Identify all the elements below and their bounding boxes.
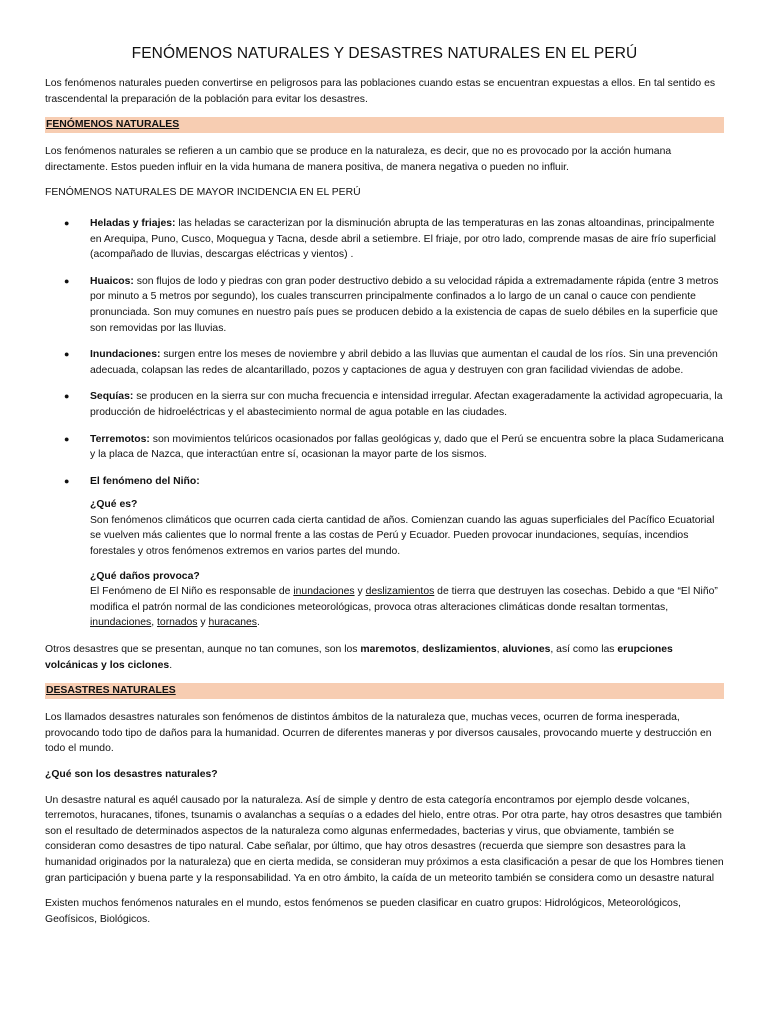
fenomenos-subheading: FENÓMENOS NATURALES DE MAYOR INCIDENCIA EN EL PERÚ (45, 187, 361, 199)
list-item-terremotos (45, 432, 724, 463)
nino-answer-2-text: El Fenómeno de El Niño es responsable de (90, 586, 294, 598)
item-text: las heladas se caracterizan por la disminución abrupta de las temperaturas en las zonas altoandinas, principalmente en Arequipa, Puno, Cusco, Moquegua y Tacna, desde abril a setiembre. El friaje, por otro lado, comprende masas de aire frío superficial (acompañado de lluvias, descargas eléctricas y vientos) . (90, 217, 716, 261)
nino-question-1: ¿Qué es? (90, 499, 138, 511)
desastres-question: ¿Qué son los desastres naturales? (45, 769, 218, 780)
desastres-paragraph-2: Un desastre natural es aquél causado por la naturaleza. Así de simple y dentro de esta categoría encontramos por ejemplo desde volcanes, terremotos, huracanes, tifones, tsunamis o avalanchas a sequías o a edades del hielo, entre otras. Por otra parte, hay otros desastres que también son el resultado de determinados aspectos de la naturaleza como algunas enfermedades, bacterias y virus, que obviamente, también se consideran como desastres de tipo natural. Cabe señalar, por último, que hay otros desastres (recuerda que siempre son desastres para la humanidad originados por la naturaleza) que en cierta medida, se consideran muy próximos a esta clasificación a pesar de que los Hombres tienen gran participación y buena parte y la responsabilidad. Ya en otro ámbito, la caída de un meteorito también se considera como un desastre natural (45, 794, 724, 884)
section-heading-desastres: DESASTRES NATURALES (45, 683, 724, 699)
fenomenos-definition: Los fenómenos naturales se refieren a un cambio que se produce en la naturaleza, es decir, que no es provocado por la acción humana directamente. Estos pueden influir en la vida humana de manera positiva, de manera negativa o pueden no influir. (45, 146, 672, 173)
link-huracanes[interactable]: huracanes (208, 617, 257, 629)
item-text: surgen entre los meses de noviembre y abril debido a las lluvias que aumentan el caudal de los ríos. Sin una prevención adecuada, colapsan las redes de alcantarillado, pozos y captaciones de agua y destruyen con gran facilidad viviendas de adobe. (90, 349, 718, 376)
section-heading-fenomenos: FENÓMENOS NATURALES (45, 117, 724, 133)
nino-danos (90, 569, 724, 631)
item-term: El fenómeno del Niño: (90, 475, 200, 487)
nino-answer-2-text: , (151, 617, 158, 629)
item-term: Inundaciones: (90, 349, 161, 361)
fenomenos-list (45, 216, 724, 631)
link-deslizamientos[interactable]: deslizamientos (365, 586, 435, 598)
document-title: FENÓMENOS NATURALES Y DESASTRES NATURALES EN EL PERÚ (131, 45, 638, 62)
paragraph-text: Otros desastres que se presentan, aunque no tan comunes, son los (45, 644, 361, 656)
bullet-icon: ● (64, 349, 70, 360)
bold-term: aluviones (502, 644, 551, 656)
item-term: Huaicos: (90, 275, 134, 287)
desastres-paragraph-3: Existen muchos fenómenos naturales en el mundo, estos fenómenos se pueden clasificar en cuatro grupos: Hidrológicos, Meteorológicos, Geofísicos, Biológicos. (45, 898, 681, 925)
nino-que-es (90, 497, 724, 559)
nino-answer-2-text: y (197, 617, 209, 629)
desastres-paragraph-1: Los llamados desastres naturales son fenómenos de distintos ámbitos de la naturaleza que, muchas veces, ocurren de forma inesperada, provocando todo tipo de daños para la humanidad. Ocurren de diferentes maneras y por diversos causales, provocando muerte y destrucción en todo el mundo. (45, 712, 712, 755)
list-item-inundaciones (45, 347, 724, 378)
link-inundaciones[interactable]: inundaciones (90, 617, 152, 629)
nino-answer-1: Son fenómenos climáticos que ocurren cada cierta cantidad de años. Comienzan cuando las aguas superficiales del Pacífico Ecuatorial se vuelven más calientes que lo normal frente a las costas de Perú y Ecuador. Pueden provocar inundaciones, sequías, incendios forestales y otros fenómenos extremos en varios partes del mundo. (90, 514, 715, 558)
item-text: son movimientos telúricos ocasionados por fallas geológicas y, dado que el Perú se encuentra sobre la placa Sudamericana y la placa de Nazca, que interactúan entre sí, ocasionan la mayor parte de los sismos. (90, 433, 724, 461)
item-text: se producen en la sierra sur con mucha frecuencia e intensidad irregular. Afectan exageradamente la actividad agropecuaria, la producción de hidroeléctricas y el abastecimiento normal de agua potable en las ciudades. (90, 391, 723, 418)
bullet-icon: ● (64, 275, 70, 286)
paragraph-text: . (169, 659, 173, 671)
link-inundaciones[interactable]: inundaciones (293, 586, 355, 598)
list-item-huaicos (45, 274, 724, 336)
nino-answer-2-text: de tierra que destruyen las cosechas. Debido a que “El Niño” modifica el patrón normal de las condiciones meteorológicas, provoca otras alteraciones climáticas donde resaltan tormentas, (90, 586, 718, 613)
nino-answer-2-text: . (256, 617, 260, 629)
bullet-icon: ● (64, 433, 70, 444)
otros-desastres-paragraph (45, 642, 724, 673)
paragraph-text: , (496, 644, 503, 656)
bullet-icon: ● (64, 217, 70, 228)
intro-paragraph: Los fenómenos naturales pueden convertirse en peligrosos para las poblaciones cuando estas se encuentran expuestas a ellos. En tal sentido es trascendental la preparación de la población para evitar los desastres. (45, 78, 716, 105)
paragraph-text: , así como las (550, 644, 618, 656)
bullet-icon: ● (64, 391, 70, 402)
list-item-heladas (45, 216, 724, 263)
item-term: Sequías: (90, 391, 134, 403)
nino-question-2: ¿Qué daños provoca? (90, 570, 200, 582)
item-term: Terremotos: (90, 433, 150, 445)
bullet-icon: ● (64, 475, 70, 486)
paragraph-text: , (416, 644, 423, 656)
bold-term: erupciones volcánicas y los ciclones (45, 644, 673, 671)
link-tornados[interactable]: tornados (157, 617, 198, 629)
bold-term: deslizamientos (422, 644, 497, 656)
list-item-sequias (45, 389, 724, 420)
item-term: Heladas y friajes: (90, 217, 176, 229)
bold-term: maremotos (360, 644, 417, 656)
nino-answer-2-text: y (354, 586, 366, 598)
item-text: son flujos de lodo y piedras con gran poder destructivo debido a su velocidad rápida a extremadamente rápida (entre 3 metros por minuto a 5 metros por segundo), los cuales transcurren principalmente confinados a lo largo de un canal o cauce con pendiente pronunciada. Son muy comunes en nuestro país pues se producen debido a la existencia de capas de suelo débiles en la superficie que son removidas por las lluvias. (90, 275, 719, 334)
list-item-nino (45, 474, 724, 631)
